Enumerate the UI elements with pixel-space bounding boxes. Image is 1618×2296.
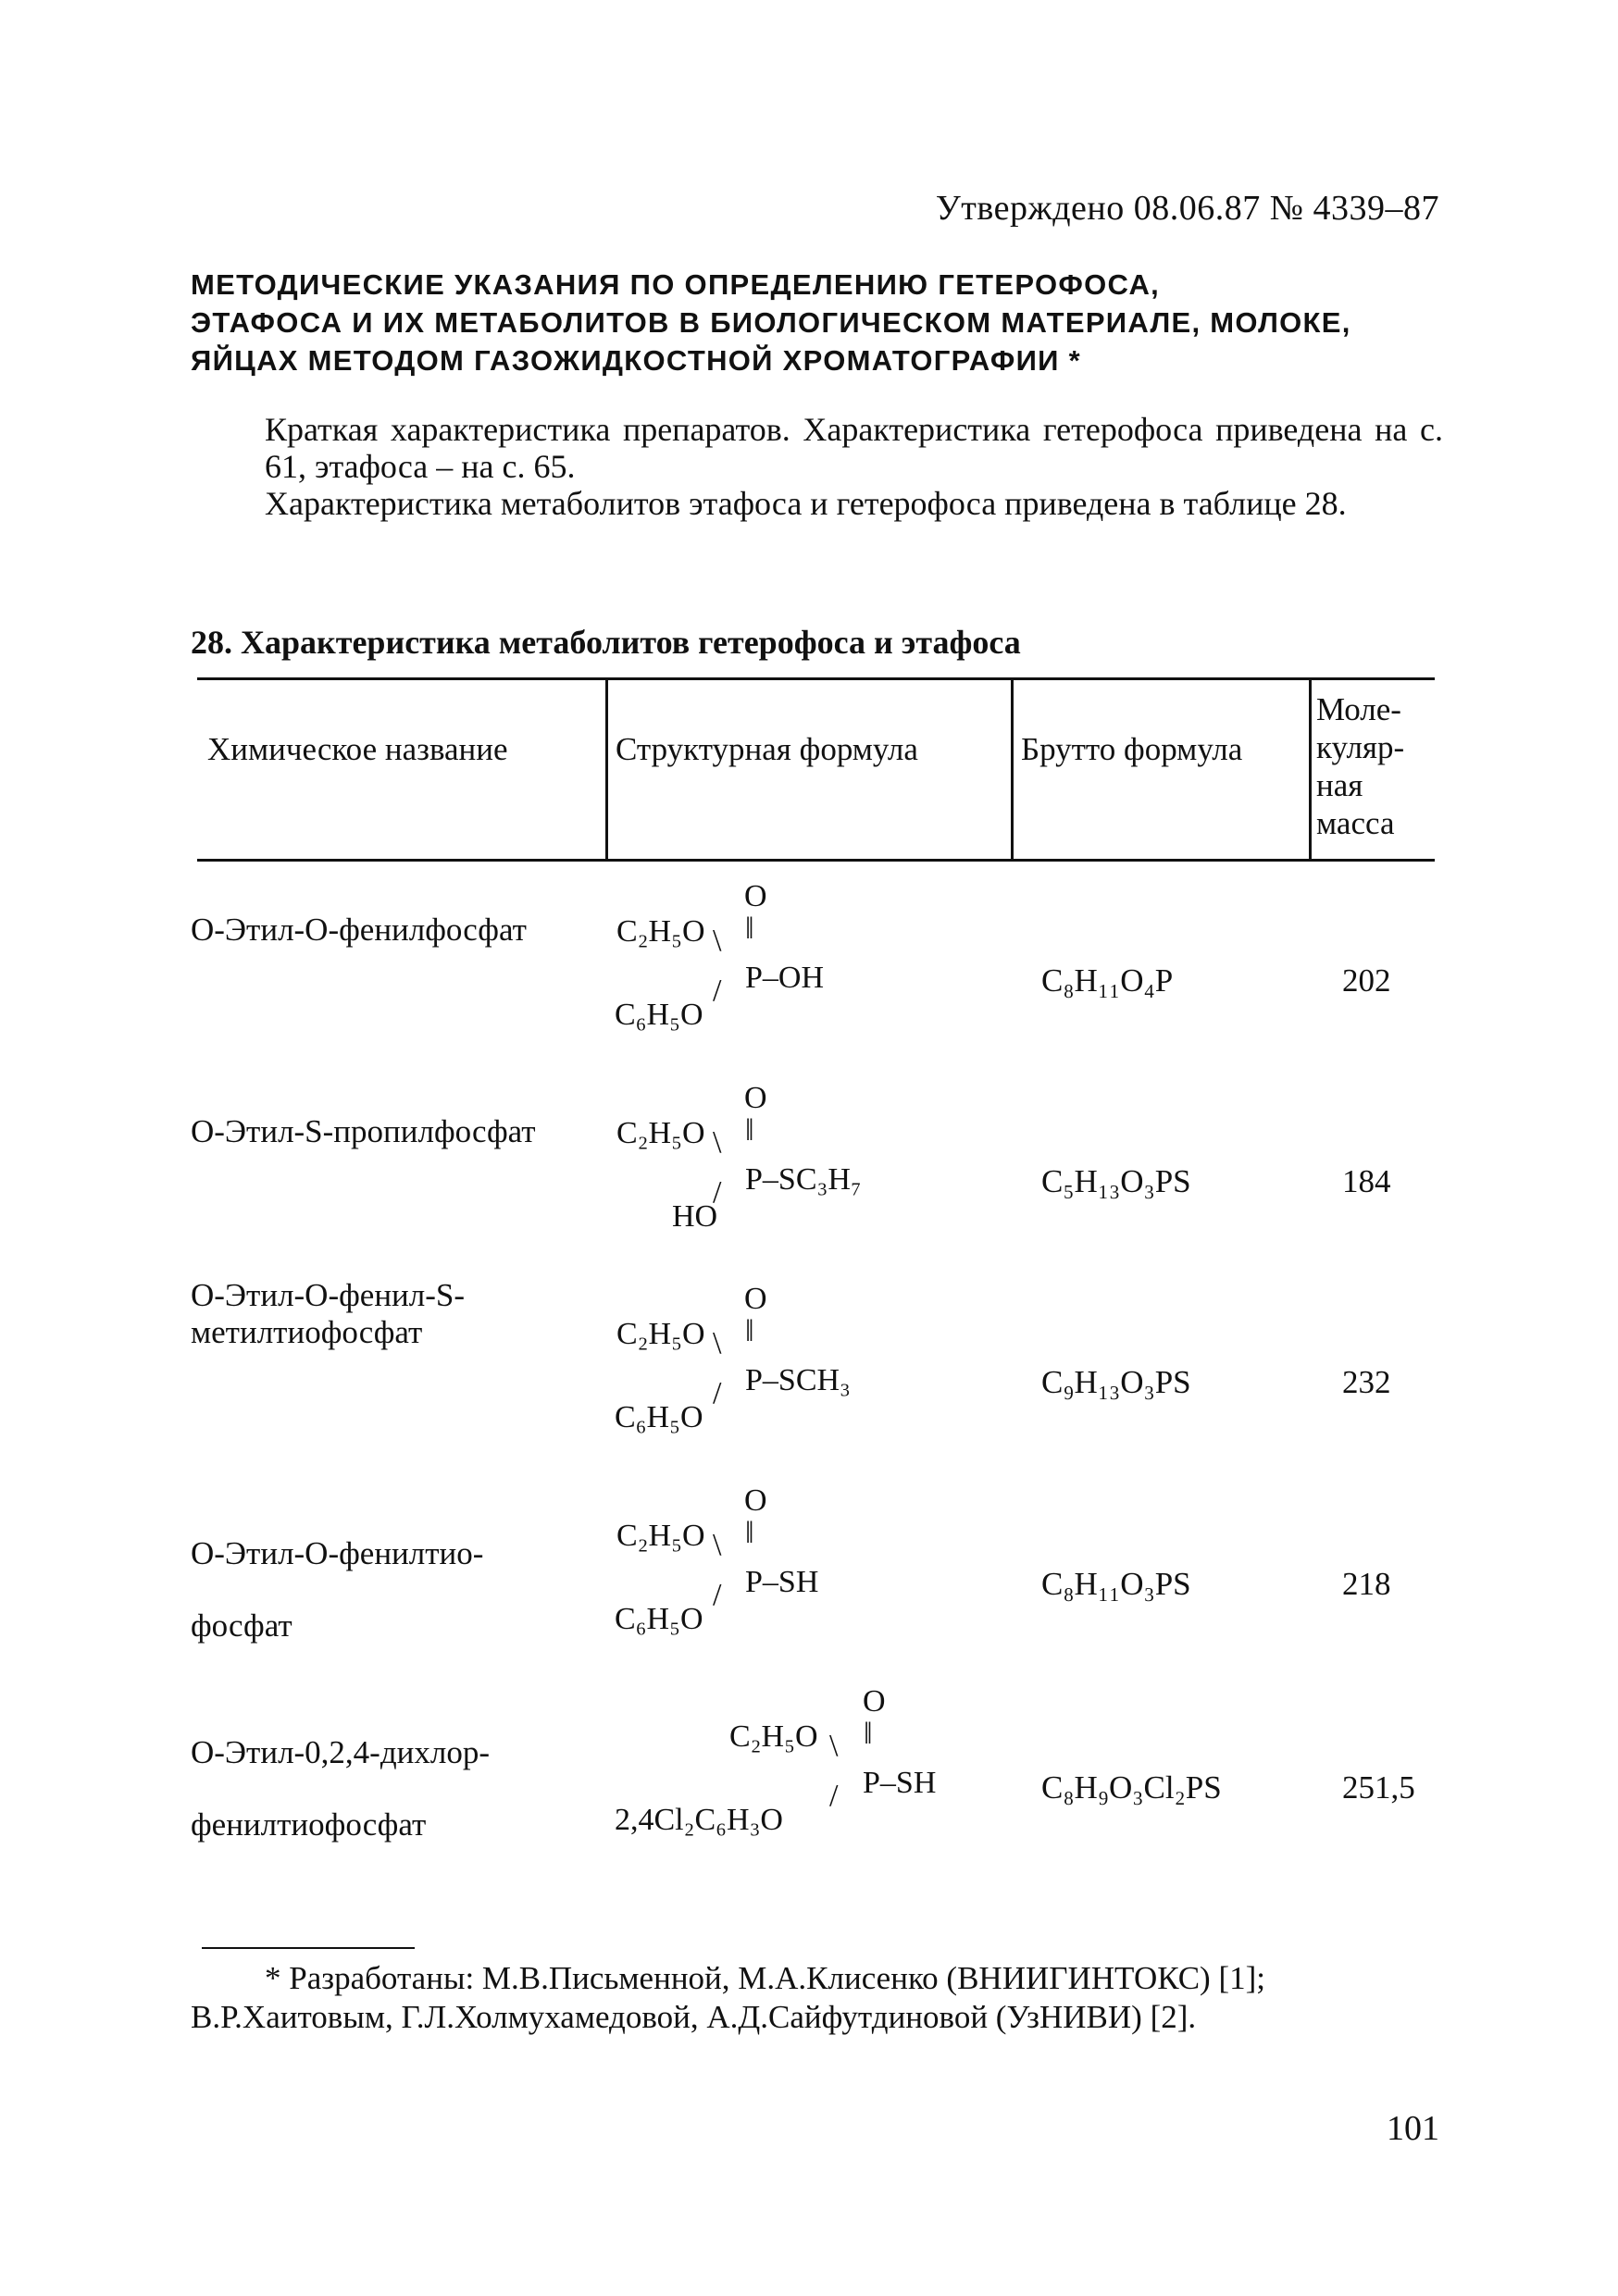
row-1-name xyxy=(191,912,527,949)
name-line: фосфат xyxy=(191,1607,292,1644)
column-divider xyxy=(1011,677,1014,862)
title-line: ЭТАФОСА И ИХ МЕТАБОЛИТОВ В БИОЛОГИЧЕСКОМ МАТЕРИАЛЕ, МОЛОКЕ, xyxy=(191,306,1351,339)
bond-upper: \ xyxy=(713,1326,722,1360)
document-title xyxy=(191,266,1487,379)
double-bond: ‖ xyxy=(745,1314,754,1348)
substituent-upper: C₂H₅O xyxy=(729,1719,818,1754)
header-mass-line: ная xyxy=(1316,767,1363,803)
row-3-structure xyxy=(609,1282,1044,1448)
row-3-name xyxy=(191,1277,465,1351)
title-line: МЕТОДИЧЕСКИЕ УКАЗАНИЯ ПО ОПРЕДЕЛЕНИЮ ГЕТЕРОФОСА, xyxy=(191,268,1161,301)
row-1-structure xyxy=(609,879,1044,1046)
intro-paragraph xyxy=(191,411,1443,485)
bond-lower: / xyxy=(713,974,722,1008)
bond-lower: / xyxy=(829,1779,839,1813)
metabolites-paragraph-text: Характеристика метаболитов этафоса и гетерофоса приведена в таблице 28. xyxy=(265,485,1347,522)
name-line: О-Этил-S-пропилфосфат xyxy=(191,1113,536,1149)
phosphorus-group: P–SCH₃ xyxy=(745,1363,851,1397)
row-2-mass: 184 xyxy=(1342,1163,1391,1199)
row-4-mass: 218 xyxy=(1342,1566,1391,1602)
bond-lower: / xyxy=(713,1376,722,1410)
table-header-rule xyxy=(197,859,1435,862)
substituent-lower: C₆H₅O xyxy=(615,1602,703,1636)
row-4-structure xyxy=(609,1483,1044,1650)
approval-number: Утверждено 08.06.87 № 4339–87 xyxy=(935,189,1439,228)
phosphorus-group: P–SH xyxy=(863,1766,937,1800)
row-5-name xyxy=(191,1717,490,1861)
header-molecular-mass xyxy=(1316,690,1437,842)
row-5-mass: 251,5 xyxy=(1342,1769,1415,1806)
double-bond: ‖ xyxy=(745,912,754,946)
footnote-line: В.Р.Хаитовым, Г.Л.Холмухамедовой, А.Д.Сайфутдиновой (УзНИВИ) [2]. xyxy=(191,1999,1197,2035)
row-5-gross-formula: C₈H₉O₃Cl₂PS xyxy=(1041,1769,1222,1806)
phosphorus-group: P–SH xyxy=(745,1565,819,1599)
header-chemical-name: Химическое название xyxy=(207,731,508,767)
bond-upper: \ xyxy=(713,1528,722,1562)
name-line: О-Этил-О-фенилфосфат xyxy=(191,912,527,948)
bond-upper: \ xyxy=(713,1125,722,1160)
intro-paragraph-text: Краткая характеристика препаратов. Характеристика гетерофоса приведена на с. 61, этафоса – на с. 65. xyxy=(265,411,1443,485)
name-line: О-Этил-О-фенилтио- xyxy=(191,1535,484,1571)
name-line: фенилтиофосфат xyxy=(191,1806,427,1843)
table-caption: 28. Характеристика метаболитов гетерофоса и этафоса xyxy=(191,624,1021,661)
name-line: метилтиофосфат xyxy=(191,1314,423,1350)
double-bond: ‖ xyxy=(745,1113,754,1148)
page-number: 101 xyxy=(1387,2109,1439,2148)
column-divider xyxy=(1309,677,1312,862)
row-4-name xyxy=(191,1518,483,1662)
bond-lower: / xyxy=(713,1175,722,1210)
row-1-gross-formula: C₈H₁₁O₄P xyxy=(1041,962,1174,999)
bond-upper: \ xyxy=(713,924,722,958)
name-line: О-Этил-О-фенил-S- xyxy=(191,1277,466,1313)
name-line: О-Этил-0,2,4-дихлор- xyxy=(191,1734,490,1770)
substituent-upper: C₂H₅O xyxy=(616,1116,705,1150)
row-5-structure xyxy=(611,1684,1046,1851)
header-mass-line: Моле- xyxy=(1316,691,1401,727)
row-3-mass: 232 xyxy=(1342,1364,1391,1400)
footnote xyxy=(191,1959,1468,2037)
header-gross-formula: Брутто формула xyxy=(1021,731,1243,767)
header-structural-formula: Структурная формула xyxy=(616,731,918,767)
oxygen-atom: O xyxy=(744,1081,767,1115)
oxygen-atom: O xyxy=(863,1684,886,1719)
substituent-lower: 2,4Cl₂C₆H₃O xyxy=(615,1803,783,1837)
bond-upper: \ xyxy=(829,1729,839,1763)
header-mass-line: куляр- xyxy=(1316,729,1405,765)
title-line: ЯЙЦАХ МЕТОДОМ ГАЗОЖИДКОСТНОЙ ХРОМАТОГРАФИИ * xyxy=(191,344,1082,377)
oxygen-atom: O xyxy=(744,879,767,913)
column-divider xyxy=(605,677,608,862)
oxygen-atom: O xyxy=(744,1483,767,1518)
double-bond: ‖ xyxy=(745,1516,754,1550)
substituent-lower: C₆H₅O xyxy=(615,1400,703,1434)
header-mass-line: масса xyxy=(1316,805,1395,841)
substituent-lower: HO xyxy=(672,1199,718,1234)
substituent-upper: C₂H₅O xyxy=(616,914,705,949)
row-3-gross-formula: C₉H₁₃O₃PS xyxy=(1041,1364,1191,1400)
substituent-upper: C₂H₅O xyxy=(616,1519,705,1553)
substituent-lower: C₆H₅O xyxy=(615,998,703,1032)
bond-lower: / xyxy=(713,1578,722,1612)
phosphorus-group: P–OH xyxy=(745,961,825,995)
metabolites-paragraph xyxy=(191,485,1443,522)
table-top-rule xyxy=(197,677,1435,680)
double-bond: ‖ xyxy=(864,1717,873,1751)
row-2-gross-formula: C₅H₁₃O₃PS xyxy=(1041,1163,1191,1199)
footnote-line: * Разработаны: М.В.Письменной, М.А.Клисенко (ВНИИГИНТОКС) [1]; xyxy=(265,1960,1265,1996)
row-2-name xyxy=(191,1113,536,1150)
footnote-rule xyxy=(202,1947,415,1949)
row-4-gross-formula: C₈H₁₁O₃PS xyxy=(1041,1566,1191,1602)
row-1-mass: 202 xyxy=(1342,962,1391,999)
row-2-structure xyxy=(609,1081,1044,1247)
phosphorus-group: P–SC₃H₇ xyxy=(745,1162,862,1197)
oxygen-atom: O xyxy=(744,1282,767,1316)
substituent-upper: C₂H₅O xyxy=(616,1317,705,1351)
